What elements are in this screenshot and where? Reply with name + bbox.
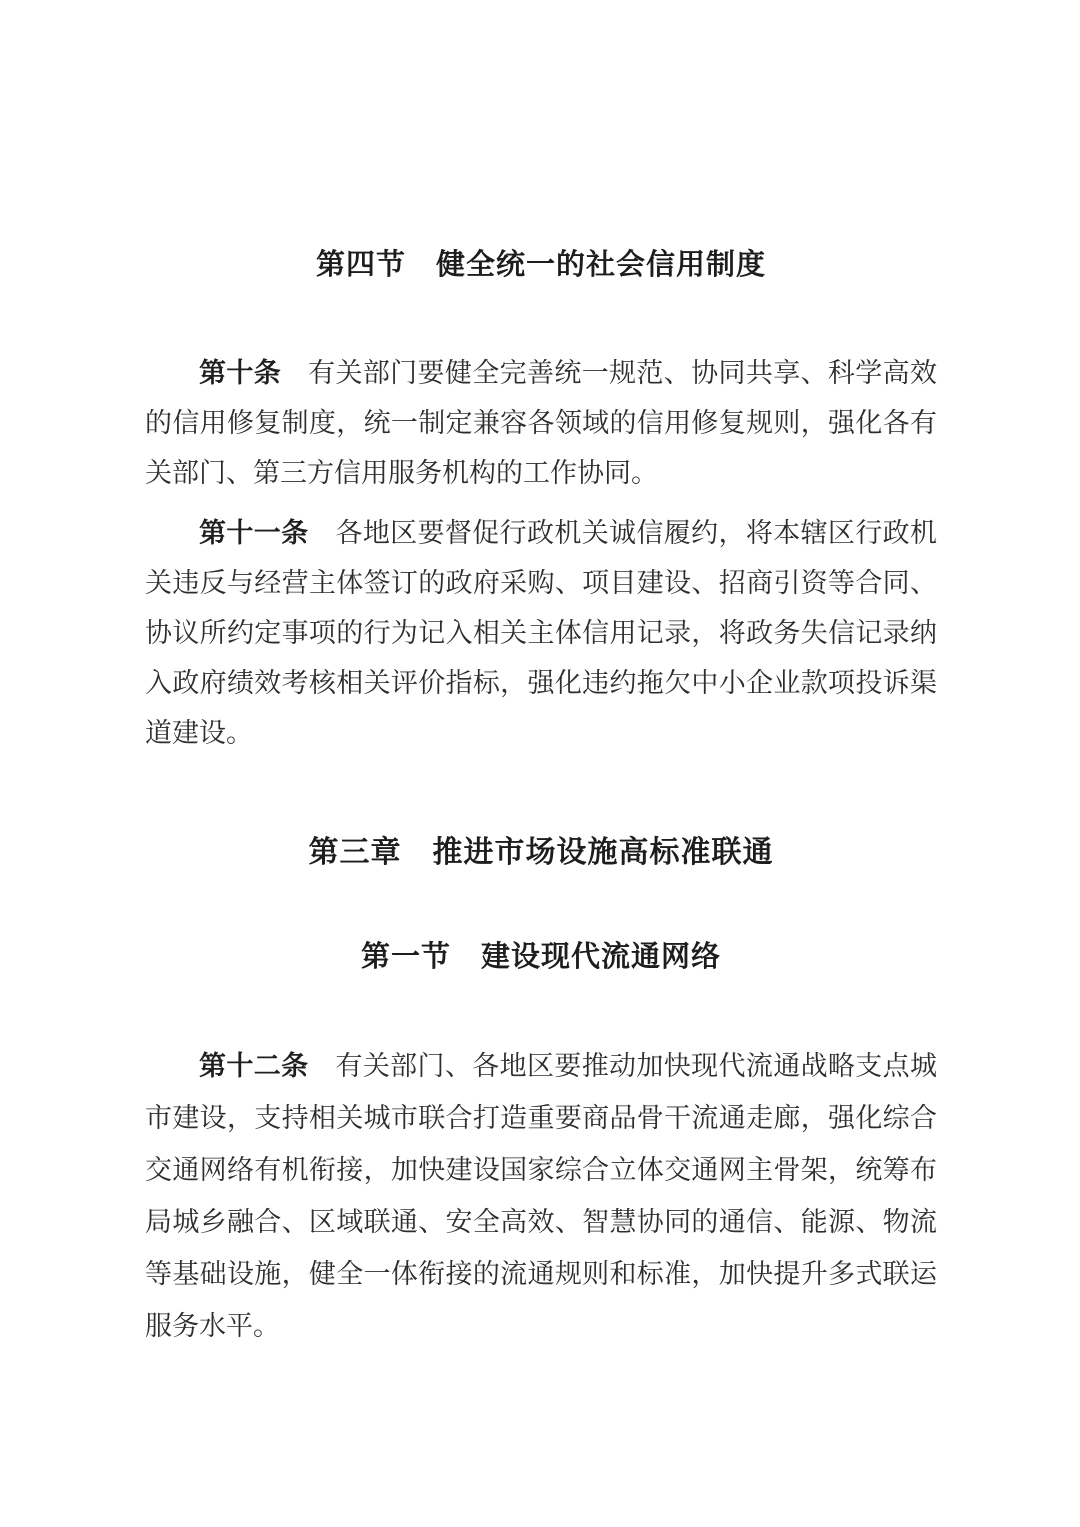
- article-12-text: 有关部门、各地区要推动加快现代流通战略支点城市建设，支持相关城市联合打造重要商品骨干流通走廊，强化综合交通网络有机衔接，加快建设国家综合立体交通网主骨架，统筹布局城乡融合、区域联通、安全高效、智慧协同的通信、能源、物流等基础设施，健全一体衔接的流通规则和标准，加快提升多式联运服务水平。: [145, 1051, 938, 1341]
- article-10-number: 第十条: [199, 358, 282, 388]
- article-11-text: 各地区要督促行政机关诚信履约，将本辖区行政机关违反与经营主体签订的政府采购、项目建设、招商引资等合同、协议所约定事项的行为记入相关主体信用记录，将政务失信记录纳入政府绩效考核相关评价指标，强化违约拖欠中小企业款项投诉渠道建设。: [145, 518, 938, 748]
- section-heading-circulation-network: 第一节 建设现代流通网络: [360, 941, 721, 973]
- article-10-text: 有关部门要健全完善统一规范、协同共享、科学高效的信用修复制度，统一制定兼容各领域的信用修复规则，强化各有关部门、第三方信用服务机构的工作协同。: [145, 358, 938, 488]
- article-11-paragraph: [145, 508, 937, 758]
- chapter-heading-market-facilities: 第三章 推进市场设施高标准联通: [308, 836, 774, 869]
- article-12-paragraph: [145, 1040, 937, 1352]
- section-heading-credit-system: 第四节 健全统一的社会信用制度: [315, 249, 766, 281]
- article-10-paragraph: [145, 348, 937, 498]
- article-12-number: 第十二条: [199, 1051, 309, 1081]
- article-11-number: 第十一条: [199, 518, 309, 548]
